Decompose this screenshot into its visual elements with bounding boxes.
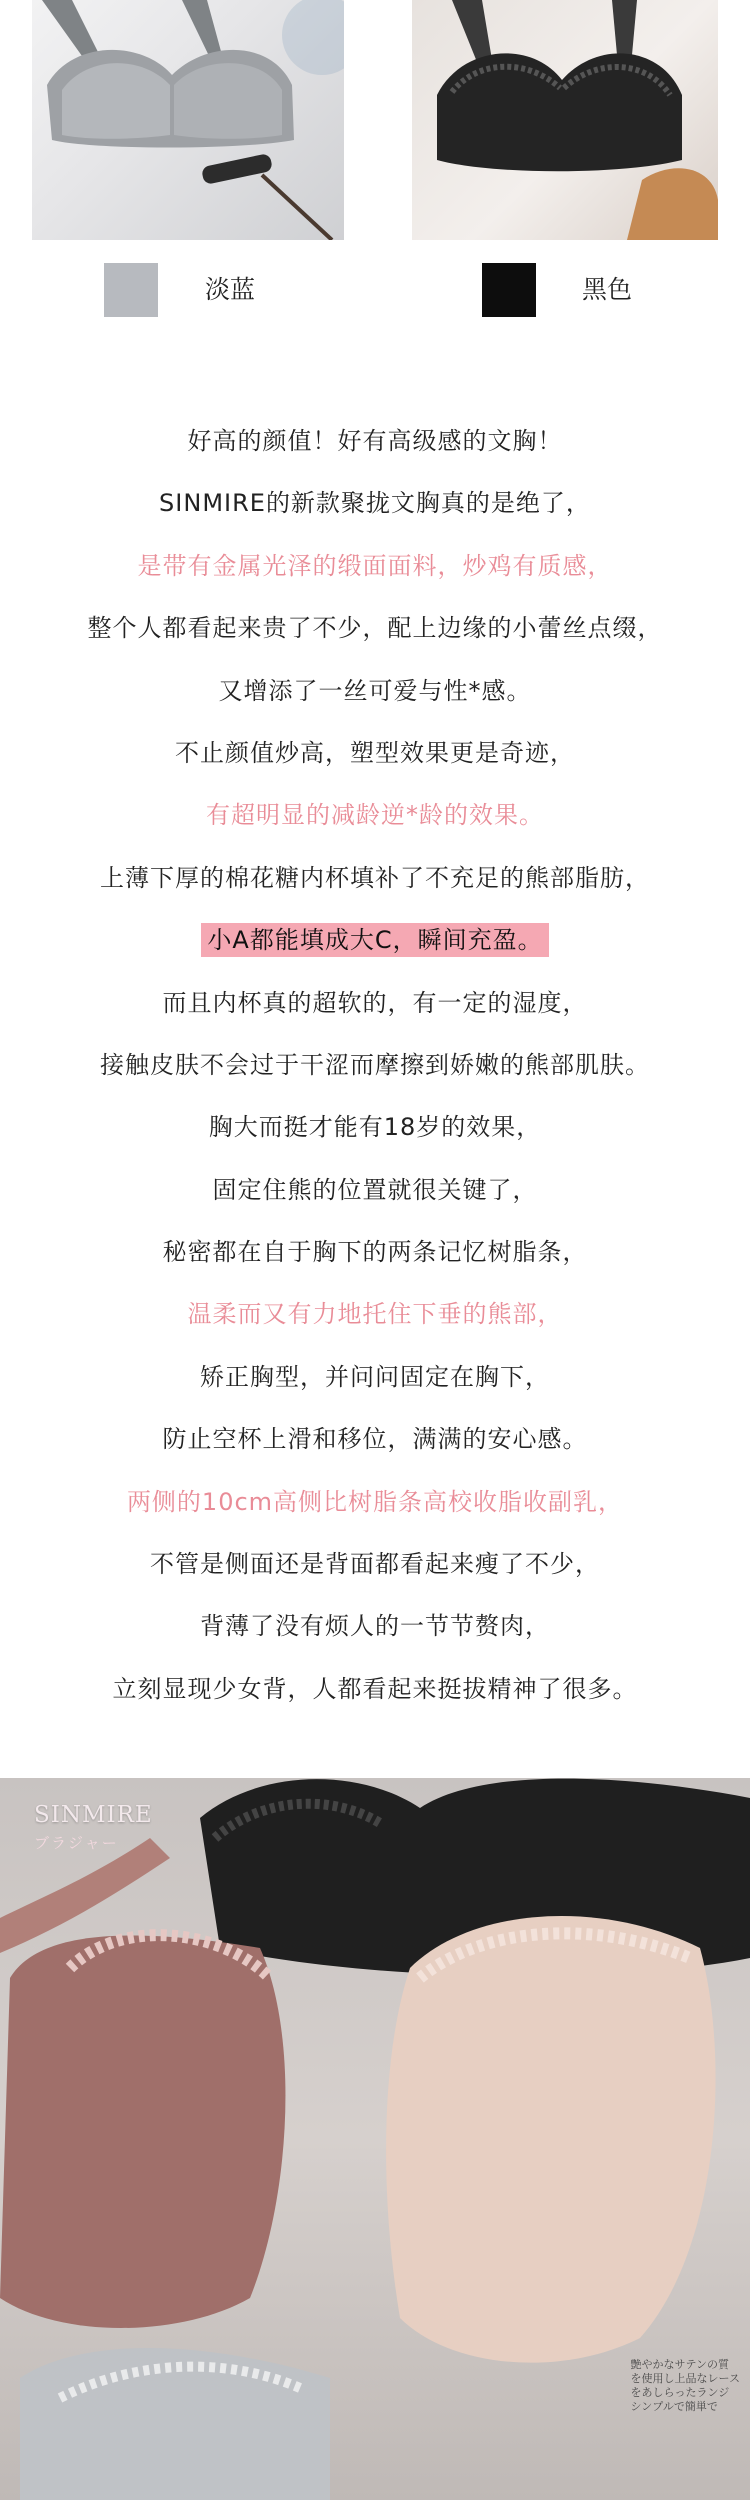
copy-line: 接触皮肤不会过于干涩而摩擦到娇嫩的熊部肌肤。 — [100, 1050, 650, 1079]
copy-line: SINMIRE的新款聚拢文胸真的是绝了， — [159, 489, 591, 518]
copy-line: 好高的颜值！好有高级感的文胸！ — [187, 427, 563, 455]
tag-line: を使用し上品なレース — [630, 2372, 740, 2385]
color-swatch-black[interactable] — [482, 263, 536, 317]
copy-line-accent: 两侧的10cm高侧比树脂条高校收脂收副乳， — [126, 1487, 624, 1516]
product-photo-light-blue — [32, 0, 344, 240]
copy-line: 胸大而挺才能有18岁的效果， — [208, 1113, 542, 1142]
copy-line: 而且内杯真的超软的，有一定的湿度， — [162, 988, 588, 1017]
copy-line: 上薄下厚的棉花糖内杯填补了不充足的熊部脂肪， — [100, 863, 650, 892]
brand-logo: SINMIRE — [34, 1802, 153, 1828]
copy-line-accent: 有超明显的减龄逆*龄的效果。 — [206, 801, 544, 830]
japanese-tag-text — [631, 2358, 740, 2414]
copy-line: 不止颜值炒高，塑型效果更是奇迹， — [175, 738, 575, 767]
copy-line: 立刻显现少女背，人都看起来挺拔精神了很多。 — [112, 1674, 638, 1703]
copy-line-accent: 温柔而又有力地托住下垂的熊部， — [187, 1300, 563, 1329]
product-photo-black — [412, 0, 718, 240]
highlight-text: 小A都能填成大C，瞬间充盈。 — [201, 923, 548, 957]
copy-line: 不管是侧面还是背面都看起来瘦了不少， — [150, 1550, 600, 1579]
copy-line: 又增添了一丝可爱与性*感。 — [218, 676, 532, 705]
copy-line-highlight — [0, 909, 750, 971]
color-label-black: 黑色 — [582, 275, 633, 304]
tag-line: 艶やかなサテンの質 — [630, 2358, 729, 2371]
product-photo-group — [0, 1778, 750, 2500]
copy-line: 背薄了没有烦人的一节节赘肉， — [200, 1612, 550, 1641]
bra-illustration-black — [412, 0, 718, 240]
color-label-light-blue: 淡蓝 — [205, 275, 256, 304]
copy-line: 整个人都看起来贵了不少，配上边缘的小蕾丝点缀， — [87, 614, 663, 643]
tag-line: をあしらったランジ — [630, 2386, 730, 2399]
copy-line: 矫正胸型，并问问固定在胸下， — [200, 1362, 550, 1391]
copy-line-accent: 是带有金属光泽的缎面面料，炒鸡有质感， — [137, 551, 613, 580]
bra-illustration-light-blue — [32, 0, 344, 240]
color-swatch-light-blue[interactable] — [104, 263, 158, 317]
product-description — [0, 410, 750, 1720]
brand-subtitle: ブラジャー — [34, 1834, 119, 1852]
copy-line: 防止空杯上滑和移位，满满的安心感。 — [162, 1425, 588, 1454]
copy-line: 秘密都在自于胸下的两条记忆树脂条， — [162, 1238, 588, 1267]
tag-line: シンプルで簡単で — [630, 2400, 718, 2413]
copy-line: 固定住熊的位置就很关键了， — [212, 1175, 538, 1204]
